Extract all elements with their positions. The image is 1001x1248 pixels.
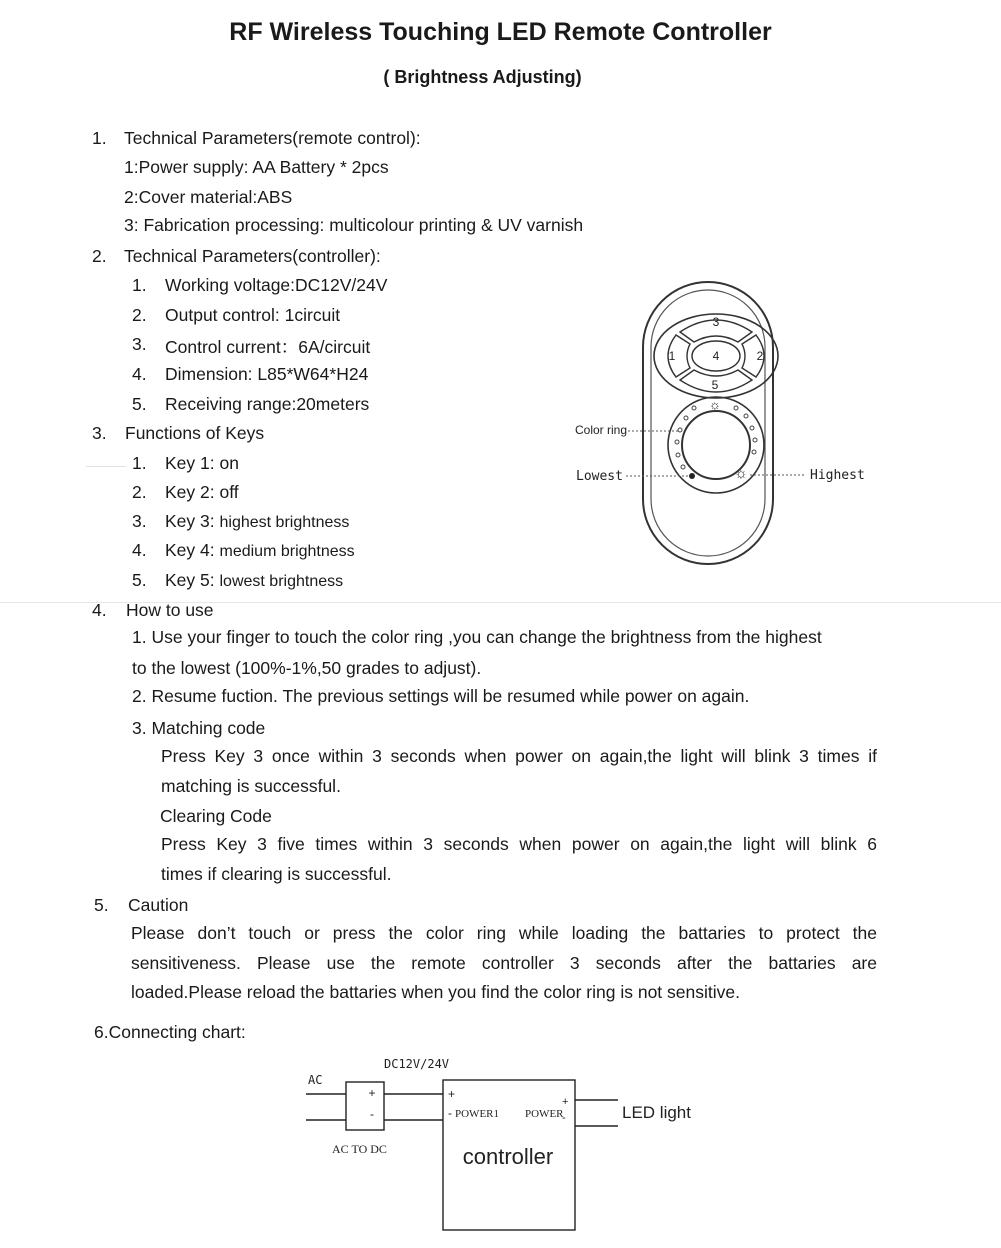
sun-large-icon: ☼ [734,465,748,482]
ring-dot [750,426,754,430]
ring-dot [681,465,685,469]
list-item-number: 1. [132,275,147,295]
controller-minus-in: - [448,1106,452,1120]
power2-label: POWER [525,1108,564,1120]
list-item: Key 2: off [165,482,239,502]
ring-dot [684,416,688,420]
section-5-number: 5. [94,895,109,915]
ring-dot [753,438,757,442]
paragraph-line: sensitiveness. Please use the remote controller 3 seconds after the battaries are [131,953,877,973]
list-item: 1:Power supply: AA Battery * 2pcs [124,157,389,177]
paragraph-line: Clearing Code [160,806,272,826]
color-ring-label: Color ring [575,423,628,437]
ac-to-dc-box [346,1082,384,1130]
ring-dots [675,406,757,469]
section-1-heading: Technical Parameters(remote control): [124,128,421,148]
list-item-number: 3. [132,334,147,354]
controller-minus-out: - [562,1112,566,1124]
highest-label: Highest [810,468,865,483]
paragraph-line: 2. Resume fuction. The previous settings will be resumed while power on again. [132,686,750,706]
controller-plus-out: + [562,1096,569,1108]
ac-to-dc-plus: + [368,1086,376,1100]
list-item: Control current：6A/circuit [165,337,371,357]
ring-dot [675,440,679,444]
key-5-label: 5 [711,378,719,392]
controller-label: controller [462,1144,554,1169]
ring-dot [678,428,682,432]
ring-dot [744,414,748,418]
list-item-number: 1. [132,453,147,473]
list-item: Dimension: L85*W64*H24 [165,364,369,384]
list-item-number: 4. [132,540,147,560]
dc-voltage-label: DC12V/24V [384,1057,450,1071]
connecting-chart [300,1050,720,1240]
ac-to-dc-minus: - [370,1107,374,1121]
section-3-heading: Functions of Keys [125,423,265,443]
ac-to-dc-label: AC TO DC [332,1142,387,1156]
paragraph-line: matching is successful. [161,776,341,796]
section-6-heading: 6.Connecting chart: [94,1022,246,1042]
ring-dot [752,450,756,454]
section-3-number: 3. [92,423,107,443]
list-item-number: 4. [132,364,147,384]
section-2-heading: Technical Parameters(controller): [124,246,381,266]
paragraph-line: Please don’t touch or press the color ring while loading the battaries to protect the [131,923,877,943]
list-item-number: 5. [132,394,147,414]
list-item-number: 2. [132,305,147,325]
key-4-label: 4 [712,349,720,363]
remote-body-outline [643,282,773,564]
list-item: Working voltage:DC12V/24V [165,275,388,295]
list-item-number: 3. [132,511,147,531]
lowest-dot [689,473,695,479]
section-1-number: 1. [92,128,107,148]
ring-dot [692,406,696,410]
ring-dot [734,406,738,410]
power1-label: POWER1 [455,1108,499,1120]
ring-dot [676,453,680,457]
list-item-number: 2. [132,482,147,502]
remote-control-diagram [560,280,890,570]
key-3-label: 3 [712,315,720,329]
list-item: 3: Fabrication processing: multicolour printing & UV varnish [124,215,584,235]
page-subtitle: ( Brightness Adjusting) [383,67,582,87]
list-item: Output control: 1circuit [165,305,341,325]
section-2-number: 2. [92,246,107,266]
page-title: RF Wireless Touching LED Remote Controller [229,18,772,46]
list-item: Key 5: lowest brightness [165,570,344,590]
led-light-label: LED light [622,1103,691,1122]
section-5-heading: Caution [128,895,189,915]
key-2-label: 2 [756,349,764,363]
paragraph-line: times if clearing is successful. [161,864,392,884]
paragraph-line: to the lowest (100%-1%,50 grades to adjust). [132,658,482,678]
paragraph-line: Press Key 3 five times within 3 seconds when power on again,the light will blink 6 [161,834,877,854]
paragraph-line: loaded.Please reload the battaries when you find the color ring is not sensitive. [131,982,740,1002]
section-4-heading: How to use [126,600,214,620]
sun-small-icon: ☼ [709,397,721,412]
paragraph-line: Press Key 3 once within 3 seconds when power on again,the light will blink 3 times if [161,746,877,766]
ac-label: AC [308,1073,323,1087]
key-1-label: 1 [668,349,676,363]
paragraph-line: 1. Use your finger to touch the color ring ,you can change the brightness from the highest [132,627,822,647]
list-item: Key 1: on [165,453,239,473]
controller-plus-in: + [448,1087,456,1101]
list-item: 2:Cover material:ABS [124,187,293,207]
list-item: Key 3: highest brightness [165,511,350,531]
list-item-number: 5. [132,570,147,590]
scan-artifact-line [86,466,126,467]
list-item: Receiving range:20meters [165,394,370,414]
section-4-number: 4. [92,600,107,620]
list-item: Key 4: medium brightness [165,540,355,560]
paragraph-line: 3. Matching code [132,718,266,738]
lowest-label: Lowest [576,469,623,484]
